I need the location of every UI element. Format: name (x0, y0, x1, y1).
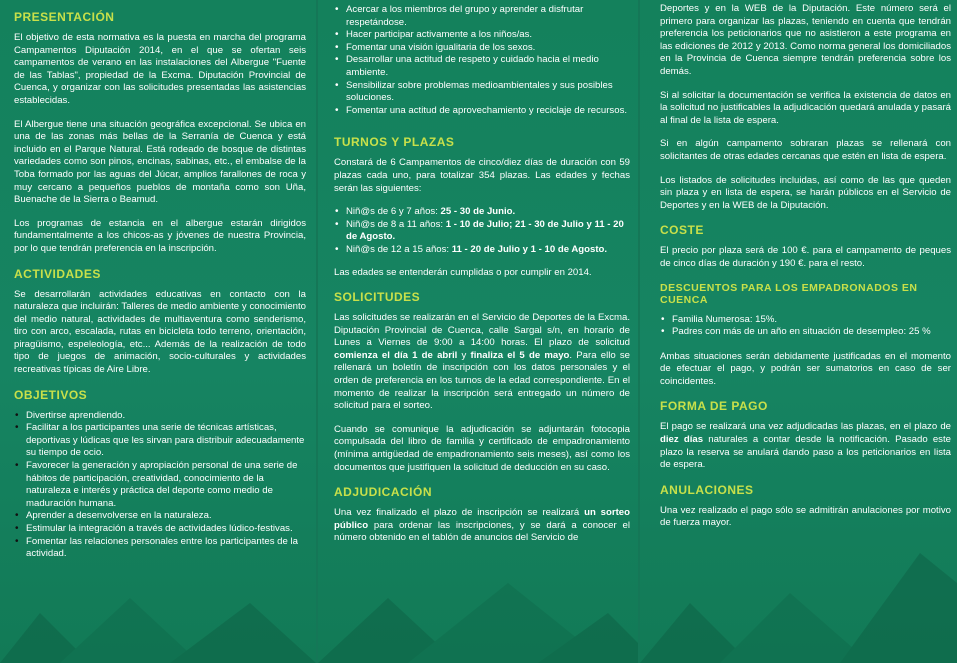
list-item: • Sensibilizar sobre problemas medioambientales y sus posibles soluciones. (334, 80, 630, 105)
turnos-list (334, 206, 630, 256)
anulaciones-paragraph: Una vez realizado el pago sólo se admitirán anulaciones por motivo de fuerza mayor. (660, 504, 951, 529)
list-item: • Fomentar las relaciones personales entre los participantes de la actividad. (14, 536, 306, 561)
turnos-paragraph-2: Las edades se entenderán cumplidas o por cumplir en 2014. (334, 266, 592, 278)
list-item: • Niñ@s de 8 a 11 años: 1 - 10 de Julio; 21 - 30 de Julio y 11 - 20 de Agosto. (334, 219, 630, 244)
heading-turnos-y-plazas: TURNOS Y PLAZAS (334, 135, 455, 150)
heading-descuentos: DESCUENTOS PARA LOS EMPADRONADOS EN CUENCA (660, 281, 918, 306)
solicitudes-paragraph-1: Las solicitudes se realizarán en el Servicio de Deportes de la Excma. Diputación Provincial de Cuenca, calle Sargal s/n, en horario de Lunes a Viernes de 9:00 a 14:00 horas. El plazo de solicitud comienza el día 1 de abril y finaliza el 5 de mayo. Para ello se rellenará un boletín de inscripción con los datos personales y el orden de preferencia en los turnos de la edad correspondiente. En el momento de realizar la inscripción será entregado un número de solicitud para el sorteo. (334, 312, 630, 412)
list-item: • Fomentar una visión igualitaria de los sexos. (334, 42, 630, 55)
panel-middle (318, 0, 638, 663)
mountain-decoration (0, 543, 316, 663)
list-item: • Niñ@s de 6 y 7 años: 25 - 30 de Junio. (334, 206, 630, 219)
heading-objetivos: OBJETIVOS (14, 387, 88, 402)
list-item: • Facilitar a los participantes una serie de técnicas artísticas, deportivas y lúdicas que les sirvan para distribuir adecuadamente su tiempo de ocio. (14, 422, 306, 460)
adjudicacion-paragraph-4: Los listados de solicitudes incluidas, así como de las que queden sin plaza y en lista de espera, se harán públicos en el Servicio de Deportes y en la WEB de la Diputación. (660, 174, 951, 211)
list-item: • Desarrollar una actitud de respeto y cuidado hacia el medio ambiente. (334, 54, 630, 79)
heading-coste: COSTE (660, 223, 704, 238)
heading-adjudicacion: ADJUDICACIÓN (334, 485, 433, 500)
adjudicacion-paragraph-1: Una vez finalizado el plazo de inscripción se realizará un sorteo público para ordenar las inscripciones, y se dará a conocer el número obtenido en el tablón de anuncios del Servicio de (334, 507, 630, 544)
list-item: • Favorecer la generación y apropiación personal de una serie de hábitos de participación, creatividad, conocimiento de la naturaleza e interés y práctica del deporte como medio de maduración humana. (14, 460, 306, 510)
list-item: • Padres con más de un año en situación de desempleo: 25 % (660, 326, 951, 339)
list-item: • Hacer participar activamente a los niños/as. (334, 29, 630, 42)
actividades-paragraph: Se desarrollarán actividades educativas en contacto con la naturaleza que incluirán: Talleres de medio ambiente y conocimiento del medio natural, actividades de multiaventura como senderismo, tiro con arco, escalada, rutas en bicicleta todo terreno, orientación, piragüismo, espeleología, etc... Además de la realización de todo tipo de juegos de animación, socio-culturales y actividades recreativas típicas de Aire Libre. (14, 288, 306, 376)
panel-left (0, 0, 316, 663)
list-item: • Aprender a desenvolverse en la naturaleza. (14, 510, 306, 523)
list-item: • Fomentar una actitud de aprovechamiento y reciclaje de recursos. (334, 105, 630, 118)
adjudicacion-paragraph-3: Si en algún campamento sobraran plazas se rellenará con solicitantes de otras edades cercanas que estén en lista de espera. (660, 138, 951, 162)
list-item: • Niñ@s de 12 a 15 años: 11 - 20 de Julio y 1 - 10 de Agosto. (334, 244, 630, 257)
adjudicacion-continued-paragraph: Deportes y en la WEB de la Diputación. Este número será el primero para organizar las plazas, teniendo en cuenta que tendrán preferencia los peticionarios que no asistieron a este programa en las ediciones de 2012 y 2013. Como norma general los domiciliados en la Provincia de Cuenca siempre tendrán preferencia sobre los demás. (660, 3, 951, 77)
heading-actividades: ACTIVIDADES (14, 266, 101, 281)
solicitudes-paragraph-2: Cuando se comunique la adjudicación se adjuntarán fotocopia compulsada del libro de familia y certificado de empadronamiento (mínima antigüedad de empadronamiento seis meses), así como los documentos que justifiquen la solicitud de deducción en su caso. (334, 423, 630, 473)
presentacion-paragraph-2: El Albergue tiene una situación geográfica excepcional. Se ubica en una de las zonas más bellas de la Serranía de Cuenca y está incluido en el Parque Natural. Está rodeado de bosque de distintas variedades como son pinos, encinas, sabinas, etc., el embalse de la Toba formado por las aguas del Júcar, amplios farallones de roca y muy cercano a pequeños pueblos de montaña como son Uña, Buenache de la Sierra o Beamud. (14, 118, 306, 206)
heading-presentacion: PRESENTACIÓN (14, 10, 115, 24)
heading-forma-de-pago: FORMA DE PAGO (660, 399, 768, 414)
heading-anulaciones: ANULACIONES (660, 482, 754, 497)
list-item: • Divertirse aprendiendo. (14, 410, 306, 423)
presentacion-paragraph-1: El objetivo de esta normativa es la puesta en marcha del programa Campamentos Diputación 2014, en el que se ofertan seis campamentos de verano en las instalaciones del Albergue "Fuente de las Tablas", propiedad de la Excma. Diputación Provincial de Cuenca, y organizar con las solicitudes presentadas las asistencias establecidas. (14, 32, 306, 106)
descuentos-list (660, 314, 951, 339)
list-item: • Estimular la integración a través de actividades lúdico-festivas. (14, 523, 306, 536)
pago-paragraph: El pago se realizará una vez adjudicadas las plazas, en el plazo de diez días naturales a contar desde la notificación. Pasado este plazo la reserva se anulará dando paso a los peticionarios en lista de espera. (660, 421, 951, 471)
coste-paragraph: El precio por plaza será de 100 €. para el campamento de peques de cinco días de duración y 190 €. para el resto. (660, 245, 951, 269)
objetivos-continued-list (334, 4, 630, 117)
adjudicacion-paragraph-2: Si al solicitar la documentación se verifica la existencia de datos en la solicitud no justificables la adjudicación quedará anulada y pasará al final de la lista de espera. (660, 89, 951, 126)
descuentos-paragraph: Ambas situaciones serán debidamente justificadas en el momento de efectuar el pago, y podrán ser sumatorios en caso de ser coincidentes. (660, 350, 951, 387)
heading-solicitudes: SOLICITUDES (334, 290, 421, 305)
objetivos-list (14, 410, 306, 561)
turnos-paragraph-1: Constará de 6 Campamentos de cinco/diez días de duración con 59 plazas cada uno, para totalizar 354 plazas. Las edades y fechas serán las siguientes: (334, 157, 630, 194)
panel-right (640, 0, 957, 663)
presentacion-paragraph-3: Los programas de estancia en el albergue estarán dirigidos fundamentalmente a los chicos-as y jóvenes de nuestra Provincia, por lo que tendrán preferencia en la inscripción. (14, 217, 306, 254)
list-item: • Familia Numerosa: 15%. (660, 314, 951, 327)
list-item: • Acercar a los miembros del grupo y aprender a disfrutar respetándose. (334, 4, 630, 29)
